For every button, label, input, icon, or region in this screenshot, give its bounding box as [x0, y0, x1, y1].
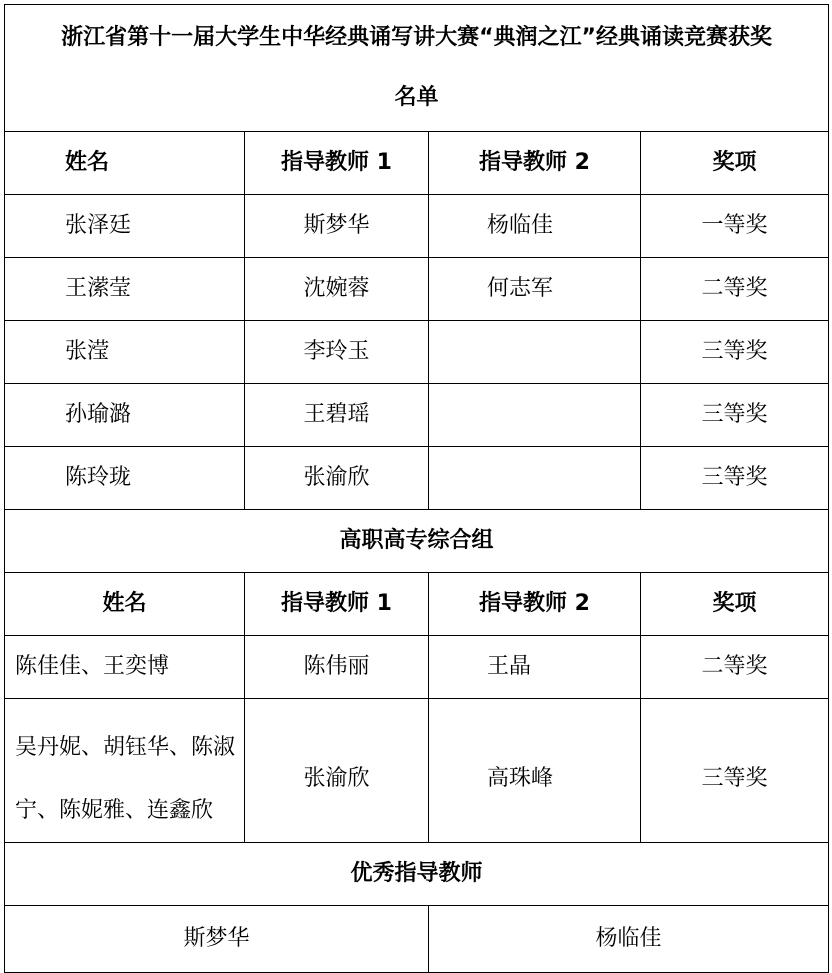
section-title-vocational: 高职高专综合组 — [5, 510, 829, 573]
teacher1-cell: 张渝欣 — [245, 447, 429, 510]
header-award: 奖项 — [641, 573, 829, 636]
teacher2-cell — [429, 447, 641, 510]
section-row — [5, 843, 829, 906]
student-name: 吴丹妮、胡钰华、陈淑宁、陈妮雅、连鑫欣 — [5, 699, 245, 843]
teacher1-cell: 陈伟丽 — [245, 636, 429, 699]
award-cell: 一等奖 — [641, 195, 829, 258]
teacher2-cell — [429, 384, 641, 447]
teacher1-cell: 王碧瑶 — [245, 384, 429, 447]
award-cell: 二等奖 — [641, 258, 829, 321]
header-award: 奖项 — [641, 132, 829, 195]
title-row — [5, 5, 829, 132]
student-name: 孙瑜潞 — [5, 384, 245, 447]
header-name: 姓名 — [5, 132, 245, 195]
teacher2-cell: 王晶 — [429, 636, 641, 699]
header-name: 姓名 — [5, 573, 245, 636]
table-row — [5, 258, 829, 321]
teacher2-cell: 何志军 — [429, 258, 641, 321]
title-line-2: 名单 — [394, 85, 439, 110]
teacher2-cell — [429, 321, 641, 384]
header-row — [5, 132, 829, 195]
student-name: 王潆莹 — [5, 258, 245, 321]
excellent-teachers-row — [5, 906, 829, 973]
header-teacher1: 指导教师 1 — [245, 132, 429, 195]
award-cell: 三等奖 — [641, 384, 829, 447]
teacher2-cell: 高珠峰 — [429, 699, 641, 843]
teacher1-cell: 沈婉蓉 — [245, 258, 429, 321]
student-name: 陈佳佳、王奕博 — [5, 636, 245, 699]
section-row — [5, 510, 829, 573]
table-row — [5, 447, 829, 510]
title-line-1: 浙江省第十一届大学生中华经典诵写讲大赛“典润之江”经典诵读竞赛获奖 — [61, 25, 772, 50]
table-row — [5, 321, 829, 384]
student-name: 张滢 — [5, 321, 245, 384]
header-teacher1: 指导教师 1 — [245, 573, 429, 636]
teacher1-cell: 张渝欣 — [245, 699, 429, 843]
teacher2-cell: 杨临佳 — [429, 195, 641, 258]
table-row — [5, 384, 829, 447]
excellent-teacher: 斯梦华 — [5, 906, 429, 973]
header-teacher2: 指导教师 2 — [429, 132, 641, 195]
table-row — [5, 699, 829, 843]
award-cell: 三等奖 — [641, 321, 829, 384]
award-cell: 三等奖 — [641, 447, 829, 510]
student-name: 陈玲珑 — [5, 447, 245, 510]
table-row — [5, 195, 829, 258]
teacher1-cell: 斯梦华 — [245, 195, 429, 258]
award-table — [4, 4, 829, 973]
award-cell: 三等奖 — [641, 699, 829, 843]
table-title — [5, 5, 829, 132]
student-name: 张泽廷 — [5, 195, 245, 258]
award-cell: 二等奖 — [641, 636, 829, 699]
table-row — [5, 636, 829, 699]
teacher1-cell: 李玲玉 — [245, 321, 429, 384]
section-title-excellent: 优秀指导教师 — [5, 843, 829, 906]
header-teacher2: 指导教师 2 — [429, 573, 641, 636]
header-row — [5, 573, 829, 636]
excellent-teacher: 杨临佳 — [429, 906, 829, 973]
